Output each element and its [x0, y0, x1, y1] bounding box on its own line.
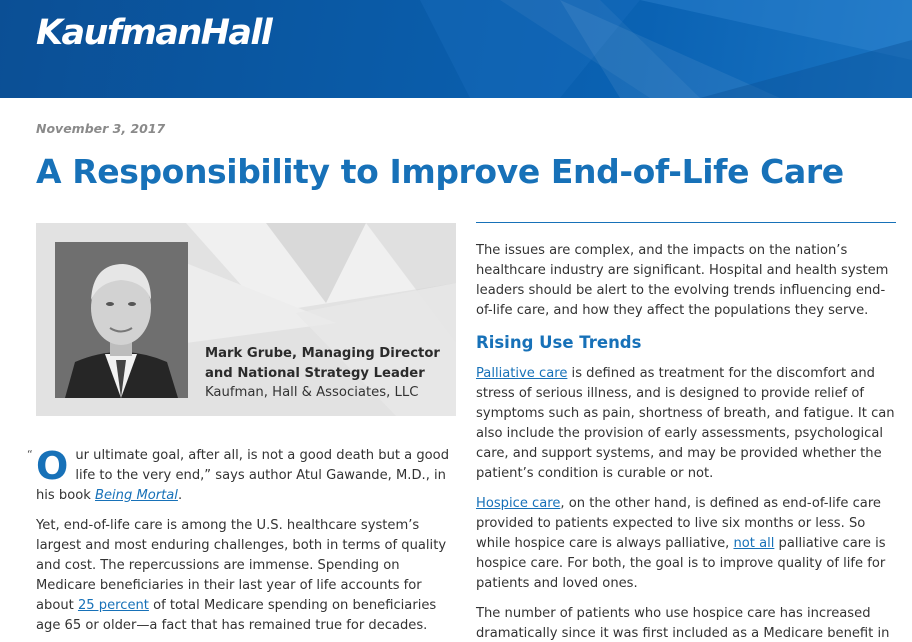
- palliative-care-link[interactable]: Palliative care: [476, 366, 568, 381]
- intro-end: .: [177, 488, 183, 503]
- not-all-link[interactable]: not all: [733, 536, 775, 551]
- header-banner: [0, 0, 912, 98]
- hospice-text-a: , on the other hand, is defined as end-of-life care provided to patients expected to live six months or less. So while hospice care is always palliative,: [476, 496, 881, 551]
- 25-percent-link[interactable]: 25 percent: [77, 598, 149, 613]
- hospice-growth-paragraph: The number of patients who use hospice care has increased dramatically since it was first included as a Medicare benefit in: [476, 606, 890, 641]
- author-name-line1: Mark Grube, Managing Director: [205, 346, 440, 361]
- author-photo: [55, 242, 188, 398]
- right-column: [476, 222, 896, 642]
- page-title: A Responsibility to Improve End-of-Life Care: [36, 152, 844, 191]
- intro-text: ur ultimate goal, after all, is not a good death but a good life to the very end,” says author Atul Gawande, M.D., in his book: [36, 448, 450, 503]
- author-portrait-icon: [55, 242, 188, 398]
- body-paragraph: [36, 516, 456, 636]
- palliative-paragraph: [476, 364, 896, 484]
- author-name: [205, 344, 440, 384]
- hospice-paragraph: [476, 494, 896, 594]
- palliative-text: is defined as treatment for the discomfort and stress of serious illness, and is designed to provide relief of symptoms such as pain, shortness of breath, and fatigue. It can also include the provision of early assessments, psychological care, and support systems, and may be provided whether the patient’s condition is curable or not.: [476, 366, 895, 481]
- company-logo[interactable]: KaufmanHall: [36, 13, 272, 53]
- hospice-text-b: palliative care is hospice care. For both, the goal is to improve quality of life for patients and loved ones.: [476, 536, 886, 591]
- being-mortal-link[interactable]: Being Mortal: [95, 488, 178, 503]
- dropcap-letter: O: [36, 444, 69, 488]
- hospice-care-link[interactable]: Hospice care: [476, 496, 561, 511]
- body-text-end: of total Medicare spending on beneficiaries age 65 or older—a fact that has remained true for decades.: [36, 598, 437, 633]
- quote-mark: “: [27, 448, 33, 461]
- intro-paragraph: [36, 446, 456, 506]
- body-text: Yet, end-of-life care is among the U.S. healthcare system’s largest and most enduring challenges, both in terms of quality and cost. The repercussions are immense. Spending on Medicare beneficiaries in their last year of life accounts for about: [36, 518, 447, 613]
- author-card: [36, 223, 456, 416]
- author-organization: Kaufman, Hall & Associates, LLC: [205, 385, 419, 400]
- section-heading: Rising Use Trends: [476, 333, 642, 352]
- left-column: [36, 446, 456, 642]
- article-date: November 3, 2017: [36, 121, 166, 136]
- divider: [476, 222, 896, 223]
- author-name-line2: and National Strategy Leader: [205, 366, 425, 381]
- right-intro-paragraph: The issues are complex, and the impacts on the nation’s healthcare industry are significant. Hospital and health system leaders should be alert to the evolving trends influencing end-of-life care, and how they affect the populations they serve.: [476, 243, 889, 318]
